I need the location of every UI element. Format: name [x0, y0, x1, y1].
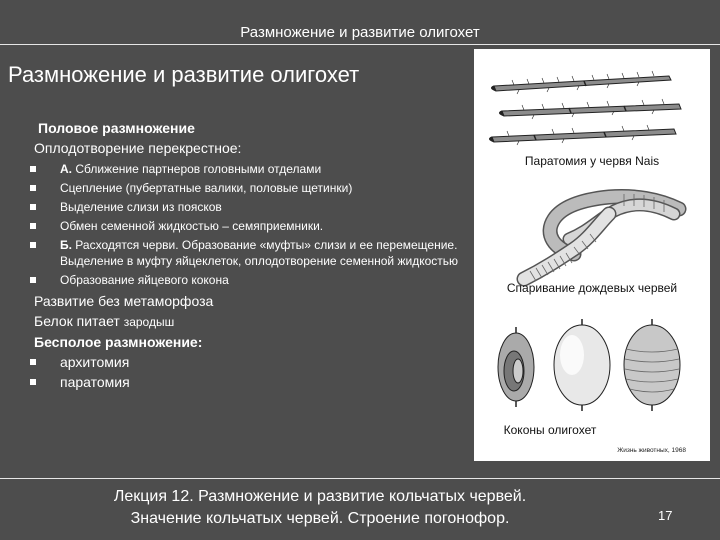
bullet-icon: [30, 359, 36, 365]
mating-caption: Спаривание дождевых червей: [506, 281, 678, 295]
list-item: архитомия: [34, 352, 464, 372]
footer-line-1: Лекция 12. Размножение и развитие кольчатых червей.: [113, 488, 527, 505]
bullet-icon: [30, 379, 36, 385]
slide-header: [0, 0, 720, 44]
cocoons-image: [498, 319, 680, 411]
list-item: Сцепление (пубертатные валики, половые щетинки): [34, 180, 464, 196]
paratomy-worms-image: [489, 71, 681, 145]
bullet-icon: [30, 242, 36, 248]
list-item: Выделение слизи из поясков: [34, 199, 464, 215]
paratomy-caption: Паратомия у червя Nais: [524, 154, 660, 168]
worm-illustrations: [474, 49, 710, 461]
list-item: Обмен семенной жидкостью – семяприемники.: [34, 218, 464, 234]
footer-line-2: Значение кольчатых червей. Строение погонофор.: [130, 510, 510, 527]
list-item: Образование яйцевого кокона: [34, 272, 464, 288]
asexual-list: [34, 352, 464, 392]
figure-panel: [474, 49, 710, 461]
sexual-reproduction-heading: Половое размножение: [38, 120, 195, 136]
credit-text: Жизнь животных, 1968: [617, 447, 686, 454]
asexual-reproduction-heading: Бесполое размножение:: [34, 334, 203, 350]
header-divider: [0, 44, 720, 45]
cocoon-caption: Коконы олигохет: [503, 423, 597, 437]
bullet-icon: [30, 166, 36, 172]
mating-worms-image: [524, 194, 679, 281]
development-text: Развитие без метаморфоза: [34, 293, 214, 309]
slide-title: Размножение и развитие олигохет: [8, 62, 360, 87]
list-item: паратомия: [34, 372, 464, 392]
bullet-icon: [30, 277, 36, 283]
page-number: 17: [658, 508, 673, 523]
albumen-text: Белок питает зародыш: [34, 313, 175, 329]
fertilization-text: Оплодотворение перекрестное:: [34, 140, 242, 156]
slide-body: [34, 118, 464, 392]
bullet-icon: [30, 223, 36, 229]
footer-divider: [0, 478, 720, 479]
bullet-icon: [30, 204, 36, 210]
mating-steps-list: [34, 161, 464, 288]
header-title: Размножение и развитие олигохет: [240, 24, 480, 41]
footer-text: [20, 486, 620, 530]
bullet-icon: [30, 185, 36, 191]
list-item: А. Сближение партнеров головными отделами: [34, 161, 464, 177]
list-item: Б. Расходятся черви. Образование «муфты» слизи и ее перемещение. Выделение в муфту яйцеклеток, оплодотворение семенной жидкостью: [34, 237, 464, 269]
